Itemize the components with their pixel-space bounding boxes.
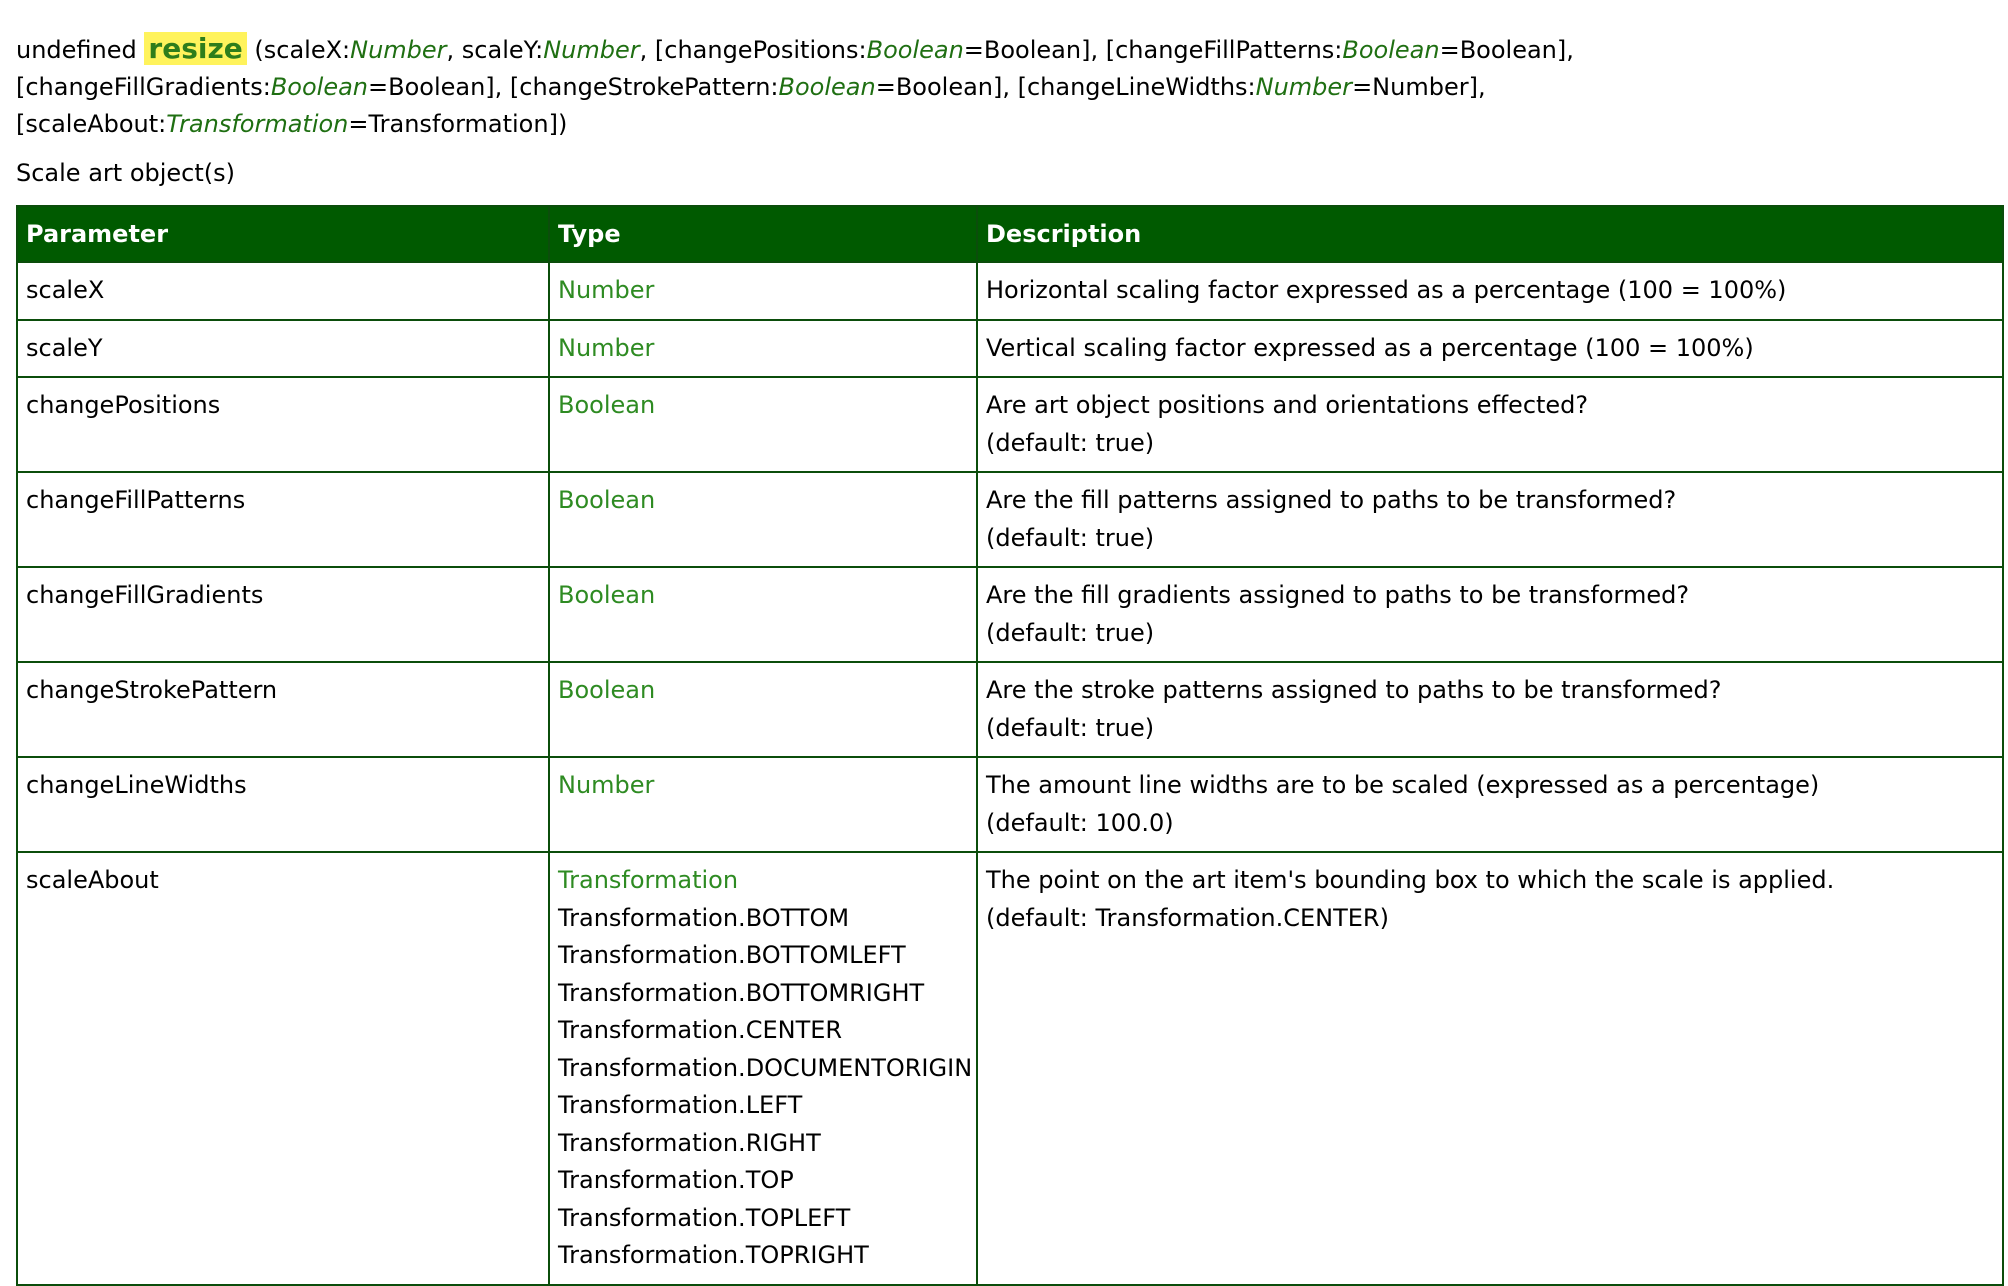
parameters-table bbox=[16, 205, 2004, 1286]
param-type: Number bbox=[558, 771, 655, 799]
enum-value: Transformation.CENTER bbox=[558, 1016, 843, 1044]
return-type: undefined bbox=[16, 36, 137, 64]
sig-type: Number bbox=[1255, 73, 1353, 101]
enum-value: Transformation.BOTTOM bbox=[558, 903, 850, 932]
param-type-cell bbox=[549, 377, 977, 472]
enum-value: Transformation.BOTTOMLEFT bbox=[558, 941, 906, 969]
method-name: resize bbox=[144, 32, 246, 65]
sig-part: =Boolean], [changeStrokePattern: bbox=[368, 73, 779, 101]
param-type-cell bbox=[549, 757, 977, 852]
table-body bbox=[17, 262, 2003, 1285]
enum-value: Transformation.TOPLEFT bbox=[558, 1203, 851, 1232]
table-row bbox=[17, 472, 2003, 567]
sig-type: Boolean bbox=[1342, 36, 1440, 64]
enum-value: Transformation.RIGHT bbox=[558, 1128, 821, 1157]
param-type: Boolean bbox=[558, 486, 656, 514]
table-row bbox=[17, 852, 2003, 1285]
param-type: Boolean bbox=[558, 581, 656, 609]
sig-part: (scaleX: bbox=[254, 36, 351, 64]
table-header-row bbox=[17, 206, 2003, 262]
column-header-description: Description bbox=[977, 206, 2003, 262]
param-description bbox=[977, 472, 2003, 567]
description-default: (default: true) bbox=[986, 713, 1155, 742]
sig-part: =Boolean], [changeLineWidths: bbox=[875, 73, 1256, 101]
param-type-cell bbox=[549, 567, 977, 662]
param-name: changeLineWidths bbox=[17, 757, 549, 852]
table-row bbox=[17, 320, 2003, 378]
description-text: The point on the art item's bounding box to which the scale is applied. bbox=[986, 866, 1835, 894]
sig-part: , scaleY: bbox=[446, 36, 544, 64]
param-type-cell bbox=[549, 662, 977, 757]
param-name: scaleAbout bbox=[17, 852, 549, 1285]
sig-part: =Transformation]) bbox=[348, 110, 568, 138]
sig-type: Boolean bbox=[778, 73, 876, 101]
enum-value: Transformation.LEFT bbox=[558, 1091, 803, 1119]
param-name: changeFillPatterns bbox=[17, 472, 549, 567]
param-description bbox=[977, 567, 2003, 662]
param-description bbox=[977, 757, 2003, 852]
param-description bbox=[977, 377, 2003, 472]
table-row bbox=[17, 262, 2003, 320]
enum-value: Transformation.TOP bbox=[558, 1166, 794, 1194]
description-text: Are the fill patterns assigned to paths to be transformed? bbox=[986, 486, 1677, 514]
param-description bbox=[977, 852, 2003, 1285]
table-row bbox=[17, 757, 2003, 852]
column-header-parameter: Parameter bbox=[17, 206, 549, 262]
param-type: Boolean bbox=[558, 391, 656, 419]
column-header-type: Type bbox=[549, 206, 977, 262]
sig-part: =Boolean], [changeFillPatterns: bbox=[963, 36, 1343, 64]
param-description bbox=[977, 320, 2003, 378]
table-row bbox=[17, 377, 2003, 472]
method-signature bbox=[16, 30, 2001, 143]
description-default: (default: 100.0) bbox=[986, 808, 1174, 837]
param-type-cell bbox=[549, 320, 977, 378]
param-type: Number bbox=[558, 333, 655, 362]
table-row bbox=[17, 567, 2003, 662]
sig-type: Number bbox=[350, 36, 447, 64]
param-name: changeStrokePattern bbox=[17, 662, 549, 757]
param-type: Transformation bbox=[558, 866, 739, 894]
param-type-cell bbox=[549, 262, 977, 320]
sig-part: =Number], [scaleAbout: bbox=[16, 73, 1486, 138]
param-description bbox=[977, 662, 2003, 757]
param-type: Boolean bbox=[558, 676, 656, 704]
description-default: (default: true) bbox=[986, 523, 1155, 552]
sig-type: Number bbox=[543, 36, 640, 64]
param-type-cell bbox=[549, 472, 977, 567]
param-name: changePositions bbox=[17, 377, 549, 472]
sig-part: , [changePositions: bbox=[639, 36, 867, 64]
description-text: Are the fill gradients assigned to paths to be transformed? bbox=[986, 581, 1690, 609]
description-text: Are art object positions and orientations effected? bbox=[986, 391, 1589, 419]
param-type-cell bbox=[549, 852, 977, 1285]
enum-value: Transformation.TOPRIGHT bbox=[558, 1241, 869, 1269]
description-default: (default: true) bbox=[986, 618, 1155, 647]
description-default: (default: true) bbox=[986, 428, 1155, 457]
param-name: scaleX bbox=[17, 262, 549, 320]
table-row bbox=[17, 662, 2003, 757]
param-description bbox=[977, 262, 2003, 320]
sig-type: Boolean bbox=[866, 36, 964, 64]
param-name: scaleY bbox=[17, 320, 549, 378]
sig-type: Transformation bbox=[166, 110, 349, 138]
sig-type: Boolean bbox=[270, 73, 368, 101]
description-text: The amount line widths are to be scaled (expressed as a percentage) bbox=[986, 771, 1820, 799]
enum-value: Transformation.BOTTOMRIGHT bbox=[558, 978, 925, 1007]
enum-value: Transformation.DOCUMENTORIGIN bbox=[558, 1053, 973, 1082]
description-text: Vertical scaling factor expressed as a percentage (100 = 100%) bbox=[986, 333, 1754, 362]
description-default: (default: Transformation.CENTER) bbox=[986, 903, 1389, 932]
param-name: changeFillGradients bbox=[17, 567, 549, 662]
description-text: Are the stroke patterns assigned to paths to be transformed? bbox=[986, 676, 1722, 704]
sig-part: =Boolean], [changeFillGradients: bbox=[16, 36, 1574, 101]
description-text: Horizontal scaling factor expressed as a percentage (100 = 100%) bbox=[986, 276, 1787, 304]
method-summary: Scale art object(s) bbox=[16, 159, 235, 187]
param-type: Number bbox=[558, 276, 655, 304]
